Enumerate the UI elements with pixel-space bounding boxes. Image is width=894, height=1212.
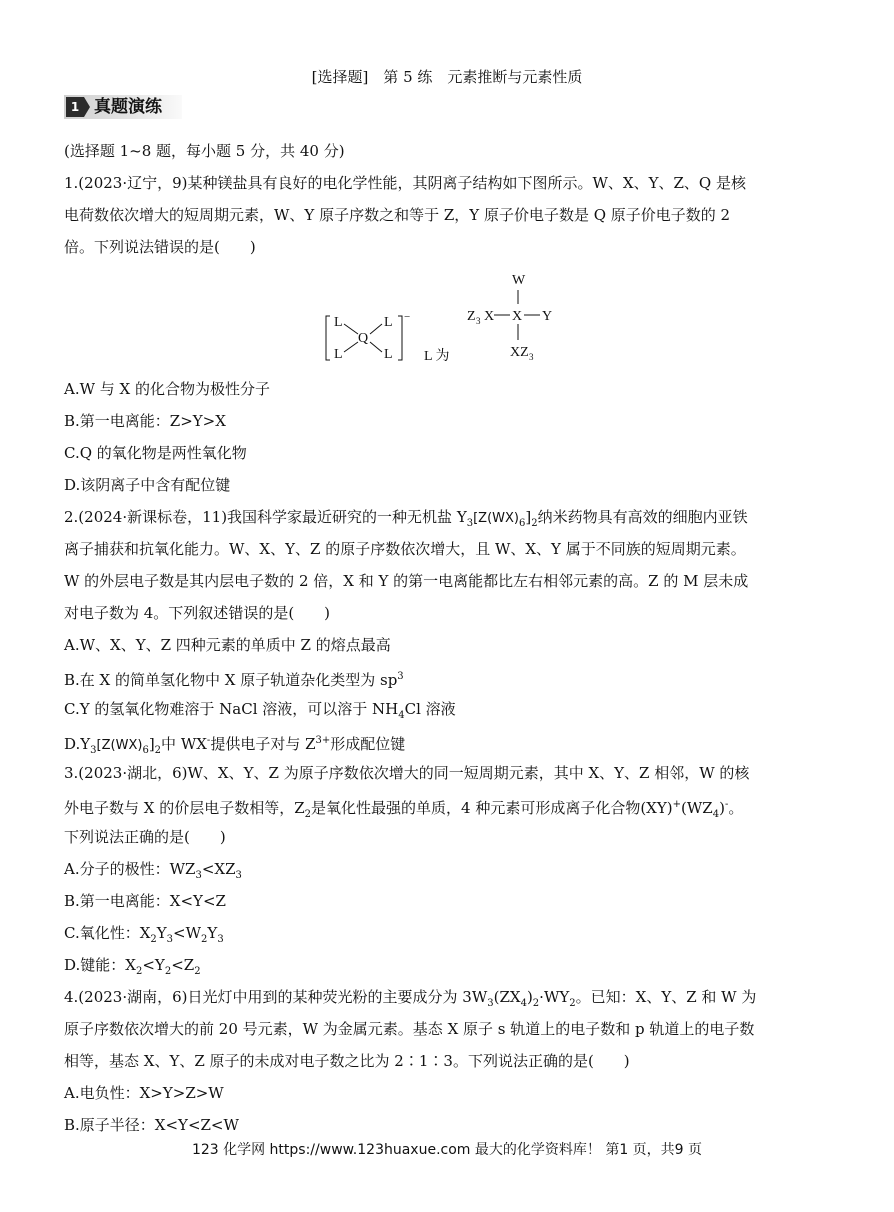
q2-option-c <box>64 699 456 726</box>
section-label: 真题演练 <box>94 97 162 117</box>
q4-text: 。已知：X、Y、Z 和 W 为 <box>575 988 757 1006</box>
q3-text: 。 <box>728 799 744 817</box>
q2-text: 形成配位键 <box>330 735 406 753</box>
anion-charge: − <box>404 311 411 323</box>
sup: 3+ <box>315 735 331 746</box>
q2-text: 2.(2024·新课标卷，11)我国科学家最近研究的一种无机盐 Y <box>64 508 467 526</box>
sub: 2 <box>135 966 143 977</box>
atom-y: Y <box>542 309 553 324</box>
q2-text: 提供电子对与 Z <box>210 735 316 753</box>
intro-text: (选择题 1~8 题，每小题 5 分，共 40 分) <box>64 142 345 160</box>
q4-text: ) <box>526 988 533 1006</box>
q3-text: C.氧化性：X <box>64 924 151 942</box>
q3-option-c <box>64 923 224 950</box>
q2-stem-line4: 对电子数为 4。下列叙述错误的是( ) <box>64 604 331 622</box>
atom-x-left: X <box>484 309 495 324</box>
q1-option-c: C.Q 的氧化物是两性氧化物 <box>64 444 247 462</box>
ligand-l-bottom-left: L <box>334 347 343 362</box>
q3-text: 外电子数与 X 的价层电子数相等，Z <box>64 799 305 817</box>
q3-text: Y <box>156 924 167 942</box>
ligand-l-top-left: L <box>334 315 343 330</box>
sup: 3 <box>397 671 404 682</box>
q2-option-a: A.W、X、Y、Z 四种元素的单质中 Z 的熔点最高 <box>64 636 391 654</box>
sub: 3 <box>90 745 97 756</box>
sub: 4 <box>520 998 527 1009</box>
page-footer: 123 化学网 https://www.123huaxue.com 最大的化学资料库！ 第1 页，共9 页 <box>191 1142 703 1158</box>
sub: 3 <box>217 934 224 945</box>
q3-option-a <box>64 859 242 886</box>
q4-option-b: B.原子半径：X<Y<Z<W <box>64 1116 239 1134</box>
ligand-l-top-right: L <box>384 315 393 330</box>
q3-text: <Z <box>171 956 195 974</box>
q4-stem-line2: 原子序数依次增大的前 20 号元素，W 为金属元素。基态 X 原子 s 轨道上的电子数和 p 轨道上的电子数 <box>64 1020 755 1038</box>
q4-text: ·WY <box>539 988 570 1006</box>
q2-option-b <box>64 667 404 690</box>
l-is-label: L 为 <box>424 349 450 364</box>
atom-z-left: Z <box>467 309 476 324</box>
atom-w: W <box>512 273 526 288</box>
q1-stem-line1: 1.(2023·辽宁，9)某种镁盐具有良好的电化学性能，其阴离子结构如下图所示。W、X、Y、Z、Q 是核 <box>64 174 746 192</box>
q2-stem-line3: W 的外层电子数是其内层电子数的 2 倍，X 和 Y 的第一电离能都比左右相邻元素的高。Z 的 M 层未成 <box>64 572 749 590</box>
sub: 3 <box>466 518 474 529</box>
q2-option-d <box>64 731 405 761</box>
sub: 6 <box>142 745 149 756</box>
sub: 6 <box>518 518 526 529</box>
q1-option-a: A.W 与 X 的化合物为极性分子 <box>64 380 271 398</box>
q2-text: Cl 溶液 <box>404 700 456 718</box>
q3-option-b: B.第一电离能：X<Y<Z <box>64 892 226 910</box>
q3-text: ) <box>719 799 725 817</box>
q3-text: 是氧化性最强的单质，4 种元素可形成离子化合物(XY) <box>311 799 673 817</box>
q4-option-a: A.电负性：X>Y>Z>W <box>64 1084 224 1102</box>
sub: 2 <box>150 934 157 945</box>
q4-text: 4.(2023·湖南，6)日光灯中用到的某种荧光粉的主要成分为 3W <box>64 988 488 1006</box>
q1-stem-line2: 电荷数依次增大的短周期元素，W、Y 原子序数之和等于 Z，Y 原子价电子数是 Q 原子价电子数的 2 <box>64 206 731 224</box>
sub: 3 <box>487 998 494 1009</box>
q3-option-d <box>64 955 201 982</box>
sub: 3 <box>235 870 242 881</box>
q3-text: <XZ <box>201 860 236 878</box>
q2-text: D.Y <box>64 735 91 753</box>
sub: 2 <box>569 998 576 1009</box>
anion-structure-diagram <box>318 268 578 368</box>
q2-text: C.Y 的氢氧化物难溶于 NaCl 溶液，可以溶于 NH <box>64 700 399 718</box>
sub: 3 <box>195 870 202 881</box>
sup: - <box>206 735 211 746</box>
q3-text: (WZ <box>681 799 713 817</box>
group-xz: XZ <box>510 345 529 360</box>
sub-3-left: 3 <box>476 316 481 326</box>
q1-stem-line3: 倍。下列说法错误的是( ) <box>64 238 256 256</box>
q4-text: (ZX <box>493 988 521 1006</box>
q1-option-d: D.该阴离子中含有配位键 <box>64 476 231 494</box>
sub: 2 <box>201 934 208 945</box>
q2-text: B.在 X 的简单氢化物中 X 原子轨道杂化类型为 sp <box>64 671 398 689</box>
q3-stem-line2 <box>64 795 743 825</box>
sub: 3 <box>166 934 174 945</box>
q3-text: D.键能：X <box>64 956 136 974</box>
q3-text: <Y <box>142 956 165 974</box>
section-number: 1 <box>66 97 84 117</box>
q4-stem-line3: 相等，基态 X、Y、Z 原子的未成对电子数之比为 2∶1∶3。下列说法正确的是( ) <box>64 1052 630 1070</box>
section-header <box>64 93 182 121</box>
center-q: Q <box>358 331 369 346</box>
q4-stem-line1 <box>64 987 756 1014</box>
sup: + <box>672 799 682 810</box>
q1-option-b: B.第一电离能：Z>Y>X <box>64 412 226 430</box>
q2-text: [Z(WX) <box>473 511 519 526</box>
atom-x-center: X <box>512 309 523 324</box>
ligand-l-bottom-right: L <box>384 347 393 362</box>
sub: 2 <box>304 809 312 820</box>
q3-text: Y <box>207 924 218 942</box>
q2-text: 中 WX <box>161 735 207 753</box>
q3-stem-line3: 下列说法正确的是( ) <box>64 828 226 846</box>
q3-text: <W <box>173 924 202 942</box>
q2-text: 纳米药物具有高效的细胞内亚铁 <box>537 508 748 526</box>
sub: 2 <box>531 518 538 529</box>
q3-text: A.分子的极性：WZ <box>64 860 196 878</box>
q2-text: ] <box>525 508 532 526</box>
sub: 4 <box>712 809 720 820</box>
q2-stem-line2: 离子捕获和抗氧化能力。W、X、Y、Z 的原子序数依次增大，且 W、X、Y 属于不同族的短周期元素。 <box>64 540 746 558</box>
q2-text: [Z(WX) <box>96 738 143 753</box>
page-title: [选择题] 第 5 练 元素推断与元素性质 <box>311 68 583 86</box>
q2-stem-line1 <box>64 507 748 534</box>
q2-text: ] <box>148 735 155 753</box>
sub-3-bottom: 3 <box>529 352 534 362</box>
sub: 2 <box>194 966 201 977</box>
sub: 2 <box>164 966 172 977</box>
sub: 2 <box>532 998 540 1009</box>
sub: 2 <box>154 745 162 756</box>
sup: - <box>724 799 729 810</box>
sub: 4 <box>398 710 405 721</box>
q3-stem-line1: 3.(2023·湖北，6)W、X、Y、Z 为原子序数依次增大的同一短周期元素，其中 X、Y、Z 相邻，W 的核 <box>64 764 750 782</box>
